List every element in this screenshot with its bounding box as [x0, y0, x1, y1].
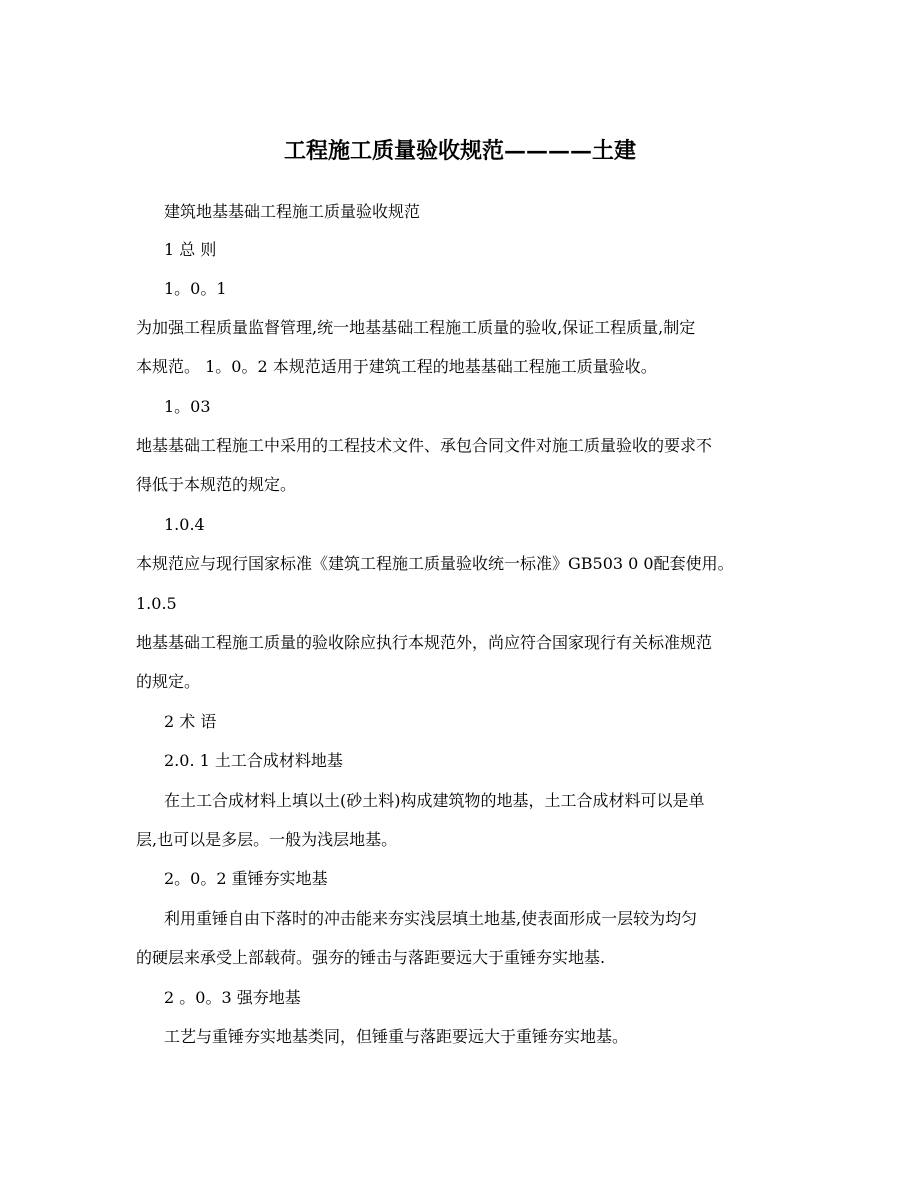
paragraph-line: 层,也可以是多层。一般为浅层地基。	[136, 830, 398, 849]
paragraph-line: 地基基础工程施工质量的验收除应执行本规范外，尚应符合国家现行有关标准规范	[136, 633, 713, 652]
paragraph-line: 工艺与重锤夯实地基类同，但锤重与落距要远大于重锤夯实地基。	[164, 1027, 629, 1046]
clause-heading: 2 。0。3 强夯地基	[164, 988, 301, 1007]
clause-number: 1.0.5	[136, 594, 177, 613]
paragraph-line: 的规定。	[136, 672, 201, 691]
paragraph-line: 的硬层来承受上部载荷。强夯的锤击与落距要远大于重锤夯实地基.	[136, 948, 606, 967]
chapter-heading: 2 术 语	[164, 712, 217, 731]
paragraph-line: 地基基础工程施工中采用的工程技术文件、承包合同文件对施工质量验收的要求不	[136, 436, 713, 455]
paragraph-line: 得低于本规范的规定。	[136, 475, 297, 494]
clause-number: 1。0。1	[164, 279, 227, 298]
paragraph-line: 利用重锤自由下落时的冲击能来夯实浅层填土地基,使表面形成一层较为均匀	[164, 909, 698, 928]
clause-number: 1.0.4	[164, 515, 205, 534]
clause-number: 1。03	[164, 397, 211, 416]
paragraph-line: 本规范应与现行国家标准《建筑工程施工质量验收统一标准》GB503 0 0配套使用。	[136, 554, 734, 573]
paragraph-line: 为加强工程质量监督管理,统一地基基础工程施工质量的验收,保证工程质量,制定	[136, 318, 696, 337]
document-title: 工程施工质量验收规范————土建	[283, 138, 636, 164]
clause-heading: 2.0. 1 土工合成材料地基	[164, 751, 343, 770]
chapter-heading: 1 总 则	[164, 240, 217, 259]
paragraph-line: 在土工合成材料上填以土(砂土料)构成建筑物的地基，土工合成材料可以是单	[164, 791, 705, 810]
clause-heading: 2。0。2 重锤夯实地基	[164, 869, 328, 888]
paragraph-line: 本规范。 1。0。2 本规范适用于建筑工程的地基基础工程施工质量验收。	[136, 357, 657, 376]
standard-name: 建筑地基基础工程施工质量验收规范	[164, 202, 421, 221]
